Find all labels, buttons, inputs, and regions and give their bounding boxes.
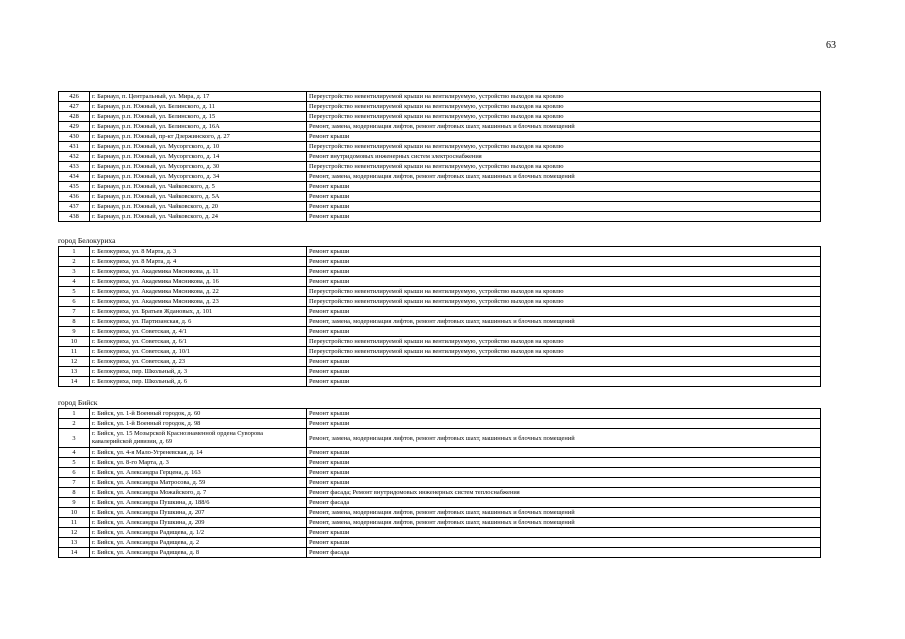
address-cell: г. Белокуриха, ул. Советская, д. 4/1 (90, 327, 307, 337)
row-number: 11 (59, 518, 90, 528)
table-row (59, 162, 821, 172)
work-type-cell: Ремонт крыши (307, 468, 821, 478)
address-cell: г. Бийск, ул. Александра Герцена, д. 163 (90, 468, 307, 478)
row-number: 435 (59, 182, 90, 192)
address-cell: г. Белокуриха, ул. 8 Марта, д. 3 (90, 247, 307, 257)
address-cell: г. Барнаул, р.п. Южный, ул. Чайковского, д. 20 (90, 202, 307, 212)
work-type-cell: Ремонт крыши (307, 202, 821, 212)
table-row (59, 182, 821, 192)
table-row (59, 307, 821, 317)
work-type-cell: Ремонт, замена, модернизация лифтов, ремонт лифтовых шахт, машинных и блочных помещений (307, 122, 821, 132)
table-row (59, 528, 821, 538)
row-number: 430 (59, 132, 90, 142)
row-number: 429 (59, 122, 90, 132)
row-number: 434 (59, 172, 90, 182)
works-table (58, 91, 821, 222)
work-type-cell: Переустройство невентилируемой крыши на вентилируемую, устройство выходов на кровлю (307, 297, 821, 307)
address-cell: г. Белокуриха, ул. Советская, д. 6/1 (90, 337, 307, 347)
row-number: 1 (59, 247, 90, 257)
table-row (59, 367, 821, 377)
work-type-cell: Ремонт фасада (307, 548, 821, 558)
table-row (59, 518, 821, 528)
work-type-cell: Ремонт крыши (307, 409, 821, 419)
row-number: 8 (59, 317, 90, 327)
address-cell: г. Барнаул, р.п. Южный, ул. Белинского, д. 15 (90, 112, 307, 122)
work-type-cell: Ремонт крыши (307, 132, 821, 142)
address-cell: г. Бийск, ул. 4-я Мало-Угреневская, д. 14 (90, 448, 307, 458)
address-cell: г. Белокуриха, пер. Школьный, д. 3 (90, 367, 307, 377)
address-cell: г. Бийск, ул. Александра Радищева, д. 1/2 (90, 528, 307, 538)
table-row (59, 122, 821, 132)
row-number: 13 (59, 538, 90, 548)
table-row (59, 468, 821, 478)
work-type-cell: Ремонт крыши (307, 367, 821, 377)
row-number: 13 (59, 367, 90, 377)
work-type-cell: Переустройство невентилируемой крыши на вентилируемую, устройство выходов на кровлю (307, 92, 821, 102)
table-row (59, 508, 821, 518)
address-cell: г. Бийск, ул. Александра Можайского, д. 7 (90, 488, 307, 498)
table-row (59, 287, 821, 297)
address-cell: г. Белокуриха, ул. Академика Мясникова, д. 22 (90, 287, 307, 297)
section-biysk (58, 408, 821, 558)
table-row (59, 257, 821, 267)
work-type-cell: Ремонт фасада; Ремонт внутридомовых инженерных систем теплоснабжения (307, 488, 821, 498)
row-number: 436 (59, 192, 90, 202)
row-number: 11 (59, 347, 90, 357)
address-cell: г. Белокуриха, ул. Академика Мясникова, д. 11 (90, 267, 307, 277)
row-number: 12 (59, 528, 90, 538)
row-number: 9 (59, 327, 90, 337)
table-row (59, 202, 821, 212)
table-row (59, 267, 821, 277)
row-number: 438 (59, 212, 90, 222)
table-row (59, 172, 821, 182)
address-cell: г. Барнаул, р.п. Южный, ул. Белинского, д. 16А (90, 122, 307, 132)
works-table (58, 408, 821, 558)
table-row (59, 337, 821, 347)
work-type-cell: Ремонт крыши (307, 357, 821, 367)
table-row (59, 538, 821, 548)
table-row (59, 247, 821, 257)
address-cell: г. Барнаул, р.п. Южный, ул. Чайковского, д. 5 (90, 182, 307, 192)
row-number: 428 (59, 112, 90, 122)
work-type-cell: Ремонт, замена, модернизация лифтов, ремонт лифтовых шахт, машинных и блочных помещений (307, 172, 821, 182)
address-cell: г. Бийск, ул. 8-го Марта, д. 3 (90, 458, 307, 468)
row-number: 3 (59, 267, 90, 277)
row-number: 431 (59, 142, 90, 152)
section-belokurikha (58, 246, 821, 387)
row-number: 3 (59, 429, 90, 448)
table-row (59, 347, 821, 357)
work-type-cell: Переустройство невентилируемой крыши на вентилируемую, устройство выходов на кровлю (307, 337, 821, 347)
work-type-cell: Ремонт крыши (307, 247, 821, 257)
section-barnaul (58, 91, 821, 222)
row-number: 2 (59, 419, 90, 429)
address-cell: г. Белокуриха, ул. Партизанская, д. 6 (90, 317, 307, 327)
row-number: 5 (59, 458, 90, 468)
work-type-cell: Ремонт крыши (307, 478, 821, 488)
row-number: 14 (59, 377, 90, 387)
table-row (59, 488, 821, 498)
table-row (59, 317, 821, 327)
address-cell: г. Бийск, ул. Александра Матросова, д. 59 (90, 478, 307, 488)
table-row (59, 377, 821, 387)
work-type-cell: Переустройство невентилируемой крыши на вентилируемую, устройство выходов на кровлю (307, 112, 821, 122)
row-number: 437 (59, 202, 90, 212)
work-type-cell: Ремонт крыши (307, 257, 821, 267)
address-cell: г. Барнаул, п. Центральный, ул. Мира, д. 17 (90, 92, 307, 102)
row-number: 6 (59, 468, 90, 478)
work-type-cell: Ремонт, замена, модернизация лифтов, ремонт лифтовых шахт, машинных и блочных помещений (307, 518, 821, 528)
work-type-cell: Ремонт крыши (307, 267, 821, 277)
table-row (59, 327, 821, 337)
address-cell: г. Бийск, ул. Александра Пушкина, д. 188/6 (90, 498, 307, 508)
work-type-cell: Переустройство невентилируемой крыши на вентилируемую, устройство выходов на кровлю (307, 102, 821, 112)
table-row (59, 478, 821, 488)
table-row (59, 132, 821, 142)
work-type-cell: Ремонт крыши (307, 419, 821, 429)
row-number: 8 (59, 488, 90, 498)
table-row (59, 448, 821, 458)
work-type-cell: Ремонт крыши (307, 528, 821, 538)
address-cell: г. Белокуриха, ул. Академика Мясникова, д. 16 (90, 277, 307, 287)
work-type-cell: Ремонт, замена, модернизация лифтов, ремонт лифтовых шахт, машинных и блочных помещений (307, 317, 821, 327)
address-cell: г. Бийск, ул. 1-й Военный городок, д. 60 (90, 409, 307, 419)
row-number: 14 (59, 548, 90, 558)
city-heading-belokurikha: город Белокуриха (58, 236, 116, 245)
table-row (59, 277, 821, 287)
row-number: 10 (59, 337, 90, 347)
row-number: 9 (59, 498, 90, 508)
work-type-cell: Переустройство невентилируемой крыши на вентилируемую, устройство выходов на кровлю (307, 347, 821, 357)
work-type-cell: Ремонт, замена, модернизация лифтов, ремонт лифтовых шахт, машинных и блочных помещений (307, 429, 821, 448)
work-type-cell: Ремонт крыши (307, 377, 821, 387)
row-number: 7 (59, 478, 90, 488)
table-row (59, 458, 821, 468)
table-row (59, 212, 821, 222)
work-type-cell: Ремонт крыши (307, 307, 821, 317)
work-type-cell: Переустройство невентилируемой крыши на вентилируемую, устройство выходов на кровлю (307, 162, 821, 172)
address-cell: г. Барнаул, р.п. Южный, ул. Чайковского, д. 24 (90, 212, 307, 222)
address-cell: г. Белокуриха, ул. 8 Марта, д. 4 (90, 257, 307, 267)
address-cell: г. Бийск, ул. 15 Мозырской Краснознаменной ордена Суворова кавалерийской дивизии, д. 69 (90, 429, 307, 448)
work-type-cell: Ремонт, замена, модернизация лифтов, ремонт лифтовых шахт, машинных и блочных помещений (307, 508, 821, 518)
row-number: 427 (59, 102, 90, 112)
row-number: 6 (59, 297, 90, 307)
works-table (58, 246, 821, 387)
table-row (59, 297, 821, 307)
table-row (59, 429, 821, 448)
work-type-cell: Переустройство невентилируемой крыши на вентилируемую, устройство выходов на кровлю (307, 142, 821, 152)
address-cell: г. Барнаул, р.п. Южный, ул. Чайковского, д. 5А (90, 192, 307, 202)
address-cell: г. Барнаул, р.п. Южный, ул. Мусоргского, д. 34 (90, 172, 307, 182)
work-type-cell: Ремонт внутридомовых инженерных систем электроснабжения (307, 152, 821, 162)
table-row (59, 192, 821, 202)
row-number: 4 (59, 277, 90, 287)
address-cell: г. Белокуриха, пер. Школьный, д. 6 (90, 377, 307, 387)
address-cell: г. Барнаул, р.п. Южный, ул. Белинского, д. 11 (90, 102, 307, 112)
row-number: 10 (59, 508, 90, 518)
address-cell: г. Белокуриха, ул. Советская, д. 10/1 (90, 347, 307, 357)
address-cell: г. Барнаул, р.п. Южный, ул. Мусоргского, д. 14 (90, 152, 307, 162)
address-cell: г. Барнаул, р.п. Южный, ул. Мусоргского, д. 30 (90, 162, 307, 172)
table-row (59, 548, 821, 558)
work-type-cell: Ремонт фасада (307, 498, 821, 508)
row-number: 1 (59, 409, 90, 419)
table-row (59, 409, 821, 419)
table-row (59, 102, 821, 112)
address-cell: г. Бийск, ул. Александра Пушкина, д. 207 (90, 508, 307, 518)
work-type-cell: Ремонт крыши (307, 538, 821, 548)
work-type-cell: Ремонт крыши (307, 192, 821, 202)
address-cell: г. Барнаул, р.п. Южный, пр-кт Дзержинского, д. 27 (90, 132, 307, 142)
table-row (59, 112, 821, 122)
work-type-cell: Ремонт крыши (307, 277, 821, 287)
address-cell: г. Бийск, ул. 1-й Военный городок, д. 98 (90, 419, 307, 429)
work-type-cell: Ремонт крыши (307, 182, 821, 192)
work-type-cell: Переустройство невентилируемой крыши на вентилируемую, устройство выходов на кровлю (307, 287, 821, 297)
work-type-cell: Ремонт крыши (307, 327, 821, 337)
row-number: 12 (59, 357, 90, 367)
address-cell: г. Белокуриха, ул. Братьев Ждановых, д. 101 (90, 307, 307, 317)
city-heading-biysk: город Бийск (58, 398, 98, 407)
work-type-cell: Ремонт крыши (307, 448, 821, 458)
table-row (59, 419, 821, 429)
table-row (59, 142, 821, 152)
row-number: 432 (59, 152, 90, 162)
address-cell: г. Бийск, ул. Александра Радищева, д. 8 (90, 548, 307, 558)
address-cell: г. Белокуриха, ул. Академика Мясникова, д. 23 (90, 297, 307, 307)
table-row (59, 92, 821, 102)
table-row (59, 152, 821, 162)
row-number: 426 (59, 92, 90, 102)
address-cell: г. Белокуриха, ул. Советская, д. 23 (90, 357, 307, 367)
address-cell: г. Бийск, ул. Александра Радищева, д. 2 (90, 538, 307, 548)
table-row (59, 498, 821, 508)
address-cell: г. Бийск, ул. Александра Пушкина, д. 209 (90, 518, 307, 528)
table-row (59, 357, 821, 367)
row-number: 7 (59, 307, 90, 317)
row-number: 2 (59, 257, 90, 267)
page-number: 63 (826, 40, 836, 51)
address-cell: г. Барнаул, р.п. Южный, ул. Мусоргского, д. 10 (90, 142, 307, 152)
work-type-cell: Ремонт крыши (307, 458, 821, 468)
row-number: 4 (59, 448, 90, 458)
work-type-cell: Ремонт крыши (307, 212, 821, 222)
row-number: 433 (59, 162, 90, 172)
row-number: 5 (59, 287, 90, 297)
